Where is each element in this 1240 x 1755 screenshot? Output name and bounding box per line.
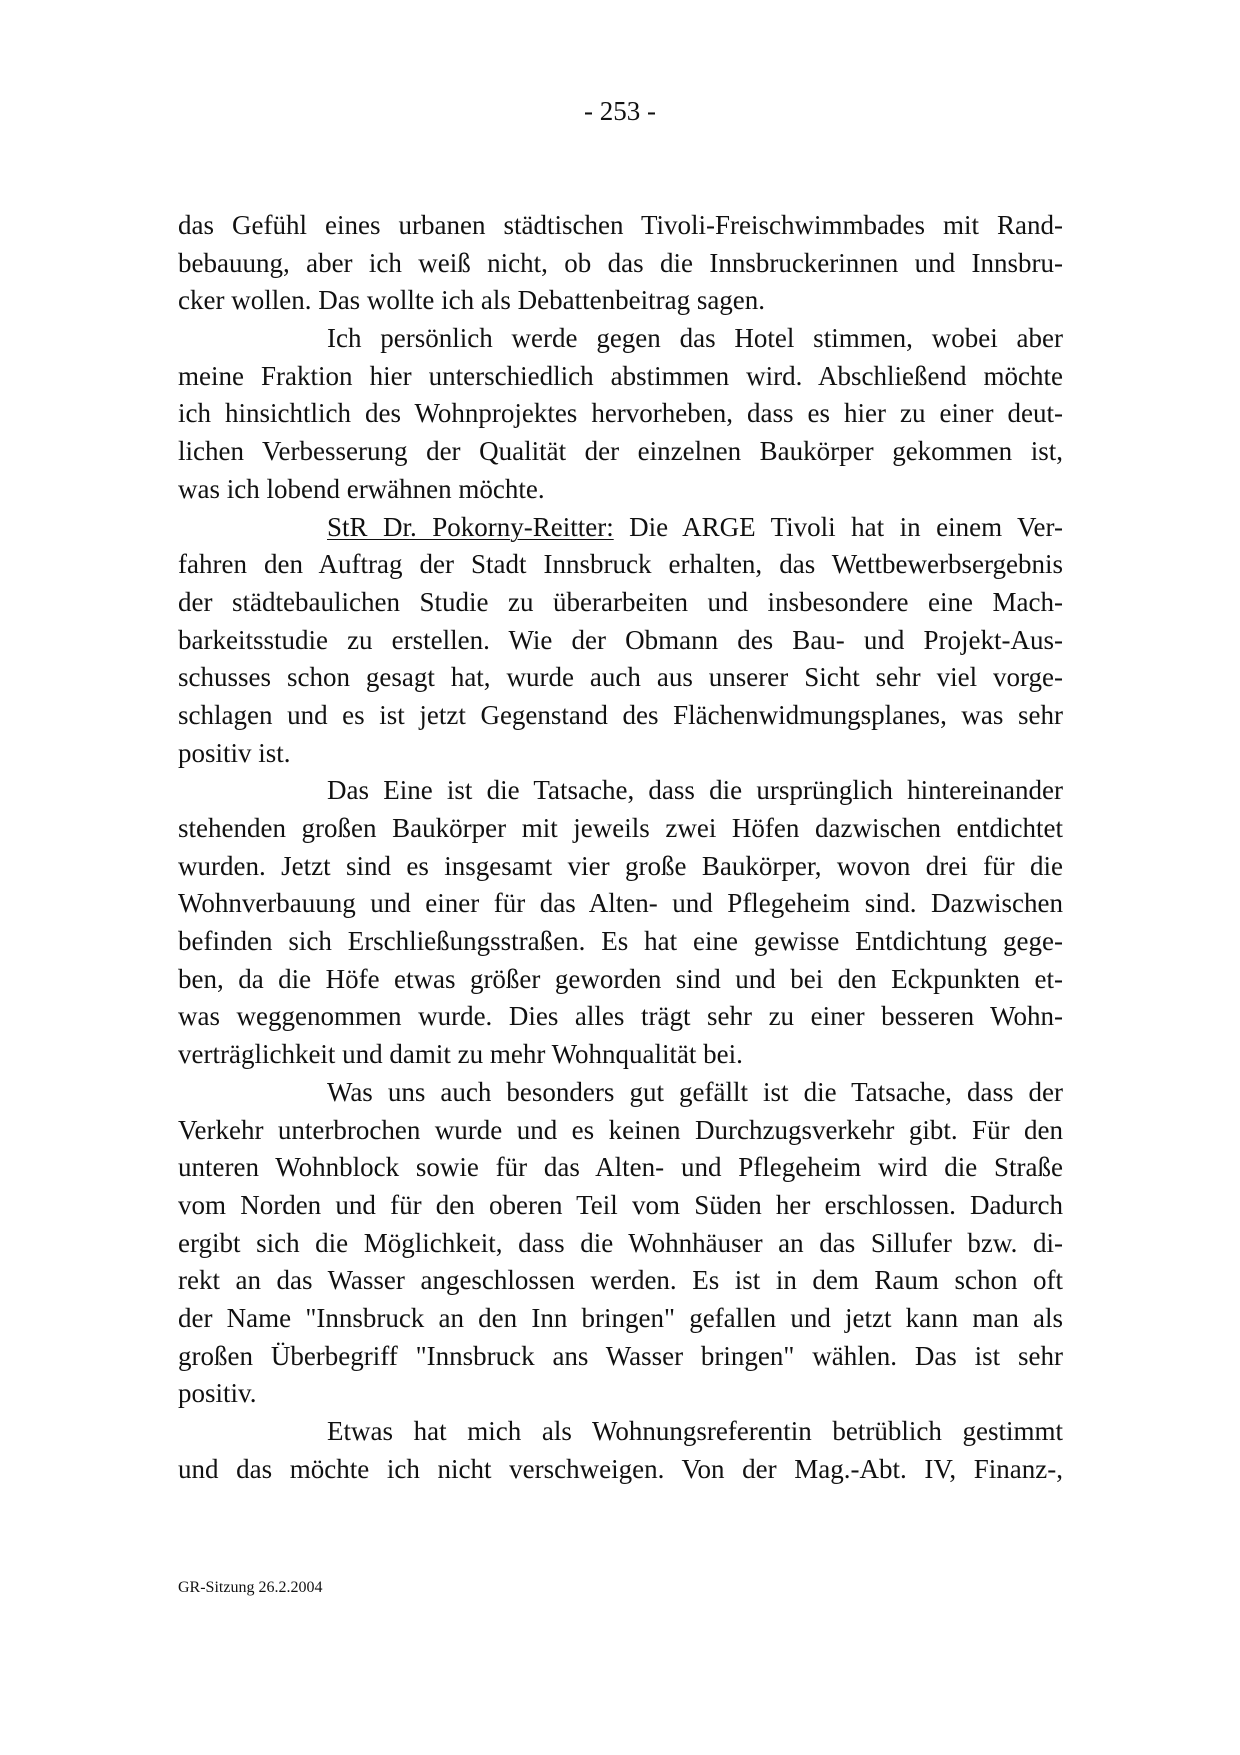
text-line: und das möchte ich nicht verschweigen. Von der Mag.-Abt. IV, Finanz-, bbox=[178, 1453, 1063, 1484]
text-line: wurden. Jetzt sind es insgesamt vier große Baukörper, wovon drei für die bbox=[178, 850, 1063, 881]
paragraph bbox=[178, 207, 1063, 320]
text-line: schlagen und es ist jetzt Gegenstand des Flächenwidmungsplanes, was sehr bbox=[178, 699, 1063, 730]
speaker-line-text: Die ARGE Tivoli hat in einem Ver- bbox=[613, 511, 1063, 542]
text-line: fahren den Auftrag der Stadt Innsbruck erhalten, das Wettbewerbsergebnis bbox=[178, 549, 1063, 580]
paragraph bbox=[178, 509, 1063, 773]
text-line: vom Norden und für den oberen Teil vom Süden her erschlossen. Dadurch bbox=[178, 1189, 1063, 1220]
text-line: ben, da die Höfe etwas größer geworden sind und bei den Eckpunkten et- bbox=[178, 963, 1063, 994]
text-line: cker wollen. Das wollte ich als Debattenbeitrag sagen. bbox=[178, 285, 766, 316]
text-line: der städtebaulichen Studie zu überarbeiten und insbesondere eine Mach- bbox=[178, 586, 1063, 617]
text-line: positiv. bbox=[178, 1378, 257, 1409]
page-footer: GR-Sitzung 26.2.2004 bbox=[178, 1579, 323, 1596]
text-line: meine Fraktion hier unterschiedlich abstimmen wird. Abschließend möchte bbox=[178, 360, 1063, 391]
page-number: - 253 - bbox=[584, 96, 656, 126]
paragraph bbox=[178, 1413, 1063, 1488]
text-line: Das Eine ist die Tatsache, dass die ursprünglich hintereinander bbox=[327, 775, 1063, 806]
text-line: Was uns auch besonders gut gefällt ist die Tatsache, dass der bbox=[327, 1076, 1063, 1107]
text-line: Wohnverbauung und einer für das Alten- und Pflegeheim sind. Dazwischen bbox=[178, 888, 1063, 919]
text-line: verträglichkeit und damit zu mehr Wohnqualität bei. bbox=[178, 1039, 743, 1070]
speaker-name: StR Dr. Pokorny-Reitter: bbox=[327, 511, 614, 542]
text-line: rekt an das Wasser angeschlossen werden. Es ist in dem Raum schon oft bbox=[178, 1265, 1063, 1296]
text-line: ich hinsichtlich des Wohnprojektes hervorheben, dass es hier zu einer deut- bbox=[178, 398, 1063, 429]
paragraph bbox=[178, 1074, 1063, 1413]
text-line: unteren Wohnblock sowie für das Alten- und Pflegeheim wird die Straße bbox=[178, 1152, 1063, 1183]
body-text bbox=[178, 207, 1063, 1488]
text-line: Etwas hat mich als Wohnungsreferentin betrüblich gestimmt bbox=[327, 1416, 1063, 1446]
text-line: großen Überbegriff "Innsbruck ans Wasser bringen" wählen. Das ist sehr bbox=[178, 1340, 1063, 1371]
text-line: lichen Verbesserung der Qualität der einzelnen Baukörper gekommen ist, bbox=[178, 436, 1063, 467]
text-line: das Gefühl eines urbanen städtischen Tivoli-Freischwimmbades mit Rand- bbox=[178, 210, 1063, 240]
text-line: schusses schon gesagt hat, wurde auch aus unserer Sicht sehr viel vorge- bbox=[178, 662, 1063, 693]
text-line: stehenden großen Baukörper mit jeweils zwei Höfen dazwischen entdichtet bbox=[178, 813, 1063, 843]
text-line: Verkehr unterbrochen wurde und es keinen Durchzugsverkehr gibt. Für den bbox=[178, 1114, 1063, 1145]
text-line: befinden sich Erschließungsstraßen. Es hat eine gewisse Entdichtung gege- bbox=[178, 926, 1063, 957]
text-line: positiv ist. bbox=[178, 737, 291, 768]
text-line: was ich lobend erwähnen möchte. bbox=[178, 473, 545, 504]
text-line: barkeitsstudie zu erstellen. Wie der Obmann des Bau- und Projekt-Aus- bbox=[178, 624, 1063, 655]
text-line: Ich persönlich werde gegen das Hotel stimmen, wobei aber bbox=[327, 323, 1063, 354]
text-line: bebauung, aber ich weiß nicht, ob das die Innsbruckerinnen und Innsbru- bbox=[178, 247, 1063, 278]
paragraph bbox=[178, 320, 1063, 508]
paragraph bbox=[178, 772, 1063, 1074]
text-line: was weggenommen wurde. Dies alles trägt sehr zu einer besseren Wohn- bbox=[178, 1001, 1063, 1032]
speaker-line bbox=[178, 509, 1063, 547]
text-line: der Name "Innsbruck an den Inn bringen" gefallen und jetzt kann man als bbox=[178, 1302, 1063, 1333]
text-line: ergibt sich die Möglichkeit, dass die Wohnhäuser an das Sillufer bzw. di- bbox=[178, 1227, 1063, 1258]
